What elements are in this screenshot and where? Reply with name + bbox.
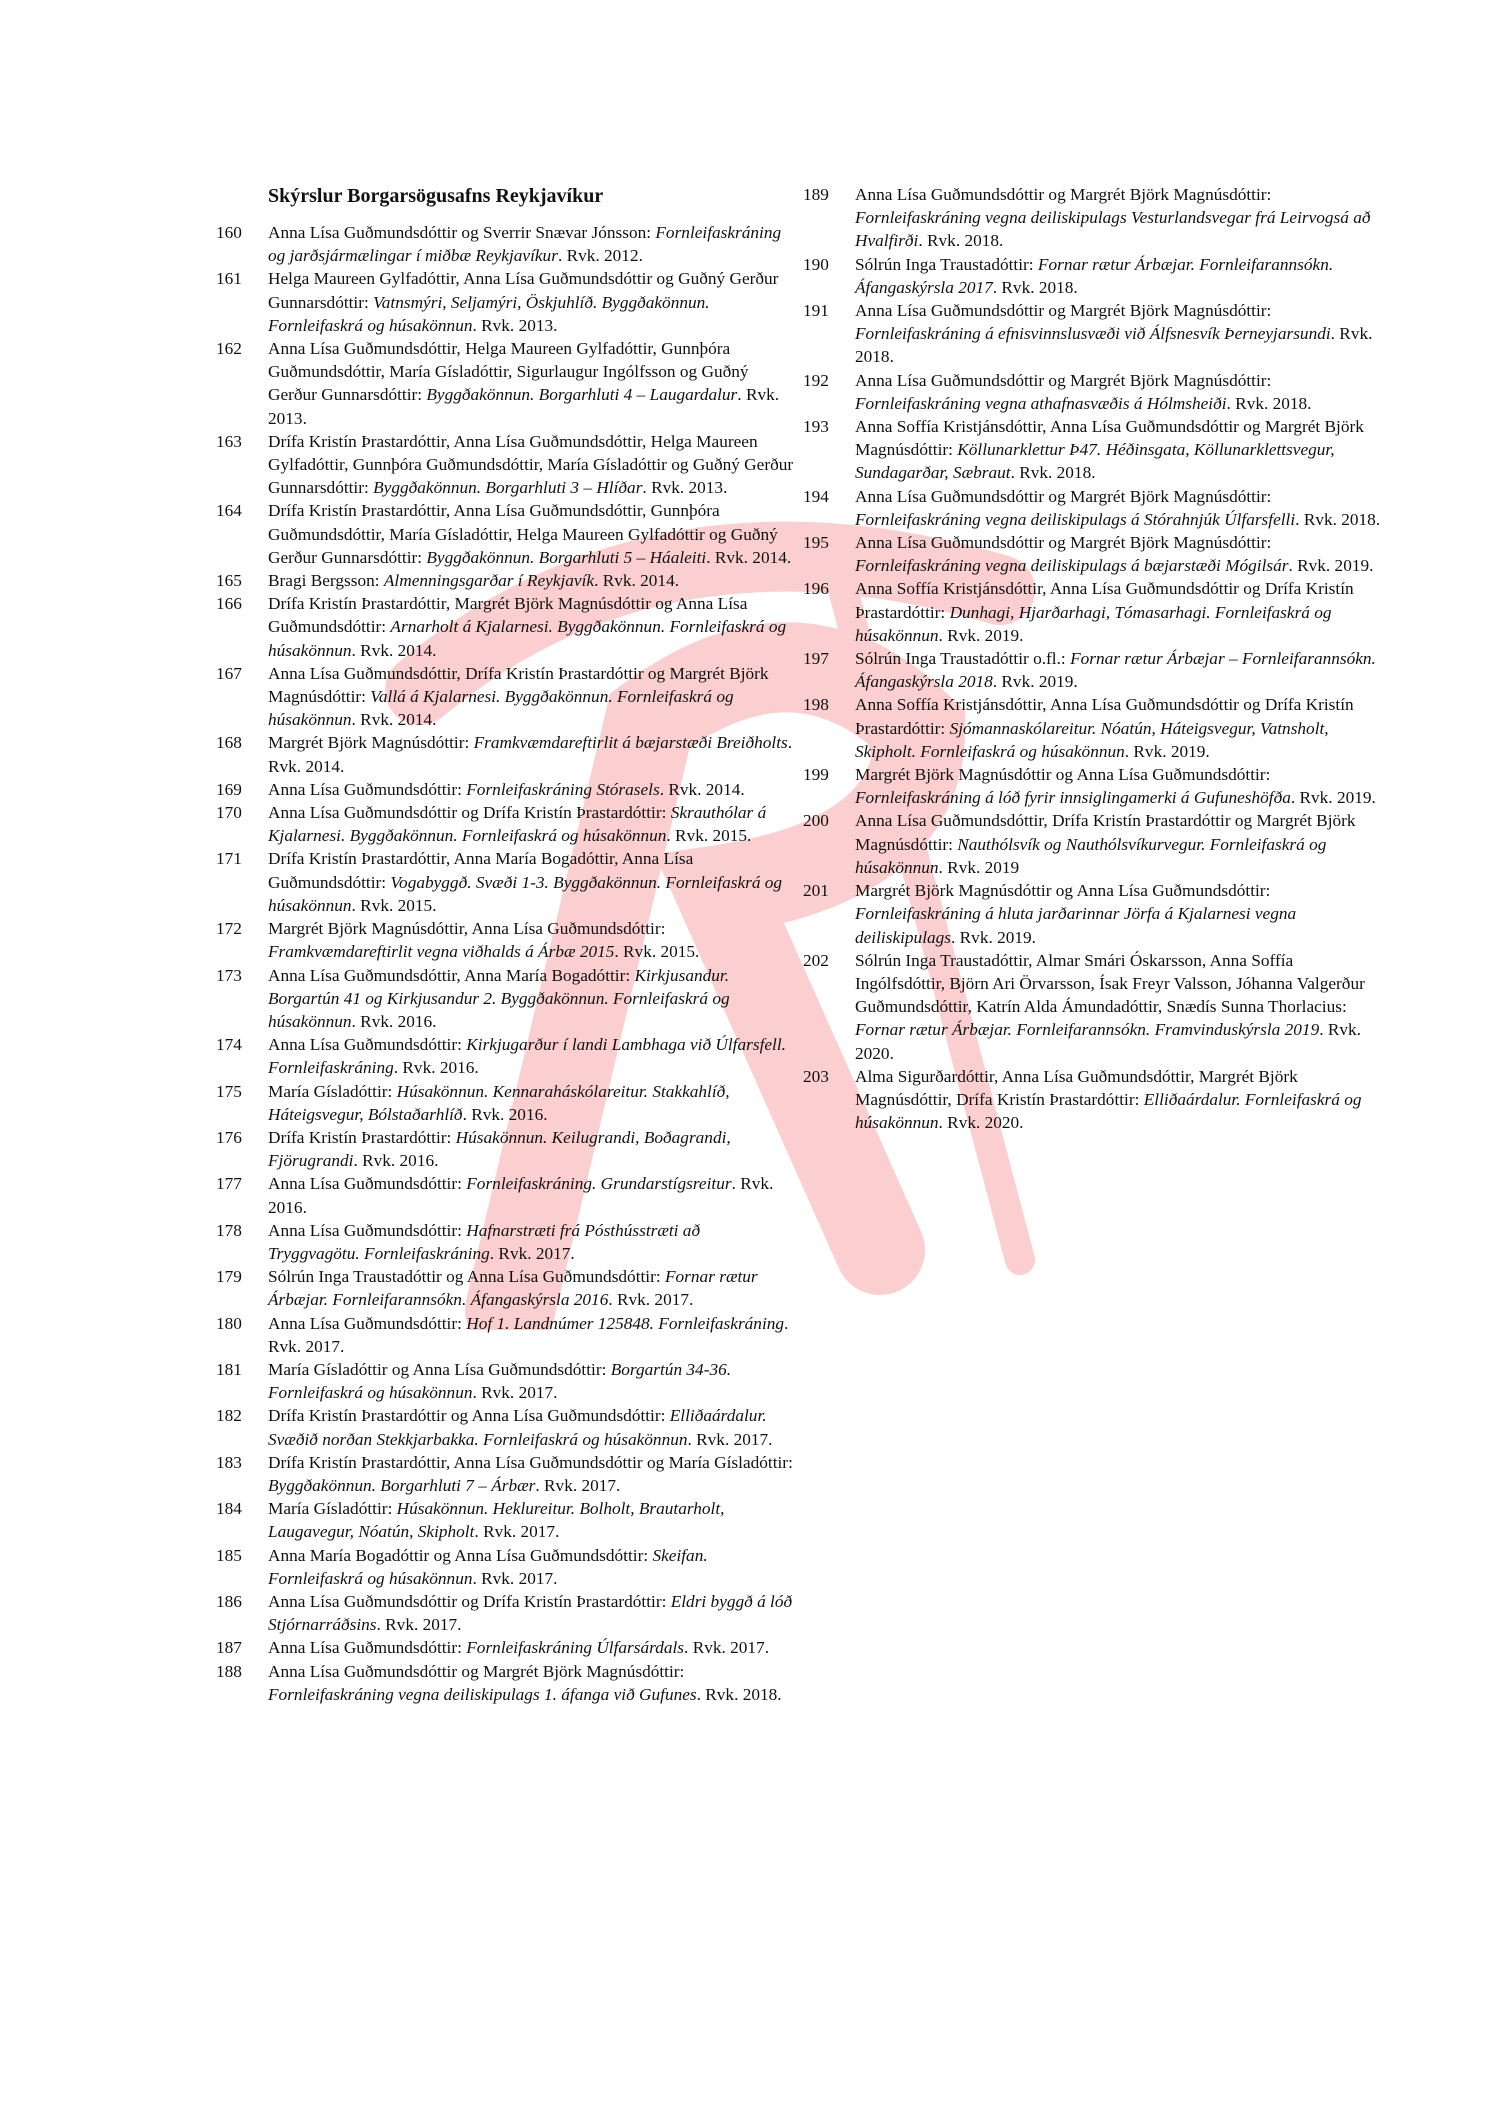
report-title: Húsakönnun. Keilugrandi, Boðagrandi, Fjörugrandi [268,1127,731,1171]
report-citation [268,1636,796,1659]
report-year: . Rvk. 2013. [472,315,558,335]
report-authors: Anna Soffía Kristjánsdóttir, Anna Lísa Guðmundsdóttir og Margrét Björk Magnúsdóttir: [855,417,1364,460]
report-authors: Drífa Kristín Þrastardóttir: [268,1127,456,1147]
report-citation [268,430,796,500]
report-title: Kirkjugarður í landi Lambhaga við Úlfarsfell. Fornleifaskráning [268,1035,786,1078]
report-title: Sjómannaskólareitur. Nóatún, Háteigsvegur, Vatnsholt, Skipholt. Fornleifaskrá og húsakönnun [855,718,1329,761]
list-item [216,1080,796,1126]
list-item [803,253,1383,299]
report-authors: Anna Soffía Kristjánsdóttir, Anna Lísa Guðmundsdóttir og Drífa Kristín Þrastardóttir: [855,579,1354,622]
report-title: Húsakönnun. Heklureitur. Bolholt, Brautarholt, Laugavegur, Nóatún, Skipholt [268,1499,725,1542]
report-authors: Anna Lísa Guðmundsdóttir, Anna María Bogadóttir: [268,965,635,985]
report-title: Fornar rætur Árbæjar – Fornleifarannsókn. Áfangaskýrsla 2018 [855,649,1376,692]
report-citation [268,1126,796,1172]
report-year: . Rvk. 2016. [462,1104,548,1124]
report-number: 166 [216,594,242,614]
report-year: . Rvk. 2013. [268,385,780,428]
report-authors: Anna Lísa Guðmundsdóttir: [268,1220,467,1240]
list-item [216,1265,796,1311]
list-item [216,337,796,430]
report-citation [855,183,1383,253]
list-item [803,809,1383,879]
report-citation [268,1219,796,1265]
report-authors: Sólrún Inga Traustadóttir: [855,254,1038,274]
report-authors: Alma Sigurðardóttir, Anna Lísa Guðmundsdóttir, Margrét Björk Magnúsdóttir, Drífa Kristín Þrastardóttir: [855,1066,1298,1109]
report-citation [268,778,796,801]
list-item [803,183,1383,253]
report-year: . Rvk. 2019. [938,625,1024,645]
report-number: 176 [216,1127,242,1147]
report-number: 163 [216,431,242,451]
report-citation [855,299,1383,369]
report-authors: Margrét Björk Magnúsdóttir, Anna Lísa Guðmundsdóttir: [268,919,666,939]
report-number: 183 [216,1452,242,1472]
report-title: Skrauthólar á Kjalarnesi. Byggðakönnun. Fornleifaskrá og húsakönnun [268,803,767,846]
list-item [803,369,1383,415]
report-citation [268,1265,796,1311]
report-authors: Anna Lísa Guðmundsdóttir og Drífa Kristín Þrastardóttir: [268,1591,671,1611]
report-authors: Anna Lísa Guðmundsdóttir, Drífa Kristín Þrastardóttir og Margrét Björk Magnúsdóttir: [855,811,1356,854]
report-authors: Drífa Kristín Þrastardóttir, Anna Lísa Guðmundsdóttir, Gunnþóra Guðmundsdóttir, María Gísladóttir, Helga Maureen Gylfadóttir og Guðný Gerður Gunnarsdóttir: [268,501,778,567]
report-authors: Margrét Björk Magnúsdóttir: [268,733,474,753]
list-item [803,299,1383,369]
report-title: Fornleifaskráning á lóð fyrir innsiglingamerki á Gufuneshöfða [855,788,1291,808]
report-authors: Anna Lísa Guðmundsdóttir, Helga Maureen Gylfadóttir, Gunnþóra Guðmundsdóttir, María Gísladóttir, Sigurlaugur Ingólfsson og Guðný Gerður Gunnarsdóttir: [268,339,749,405]
list-item [216,1358,796,1404]
report-title: Köllunarklettur Þ47. Héðinsgata, Köllunarklettsvegur, Sundagarðar, Sæbraut [855,440,1335,483]
list-item [216,221,796,267]
report-citation [855,949,1383,1065]
report-citation [855,577,1383,647]
report-title: Framkvæmdareftirlit vegna viðhalds á Árbæ 2015 [268,942,615,962]
report-year: . Rvk. 2012. [557,246,643,266]
report-authors: María Gísladóttir og Anna Lísa Guðmundsdóttir: [268,1359,611,1379]
report-title: Fornleifaskráning vegna athafnasvæðis á Hólmsheiði [855,393,1227,413]
report-citation [855,879,1383,949]
list-item [216,430,796,500]
report-number: 186 [216,1591,242,1611]
report-number: 193 [803,417,829,437]
report-number: 160 [216,223,242,242]
report-citation [268,267,796,337]
report-authors: Anna Soffía Kristjánsdóttir, Anna Lísa Guðmundsdóttir og Drífa Kristín Þrastardóttir: [855,695,1354,738]
report-title: Dunhagi, Hjarðarhagi, Tómasarhagi. Fornleifaskrá og húsakönnun [855,602,1332,645]
report-number: 182 [216,1406,242,1426]
report-citation [268,221,796,267]
report-number: 187 [216,1638,242,1658]
report-citation [268,847,796,917]
list-item [216,917,796,963]
report-year: . Rvk. 2015. [666,826,752,846]
list-item [803,949,1383,1065]
report-citation [268,964,796,1034]
report-authors: Anna María Bogadóttir og Anna Lísa Guðmundsdóttir: [268,1545,653,1565]
report-title: Vatnsmýri, Seljamýri, Öskjuhlíð. Byggðakönnun. Fornleifaskrá og húsakönnun [268,292,710,335]
report-citation [268,731,796,777]
report-title: Byggðakönnun. Borgarhluti 7 – Árbær [268,1475,536,1495]
report-year: . Rvk. 2018. [1010,463,1096,483]
report-authors: Margrét Björk Magnúsdóttir og Anna Lísa Guðmundsdóttir: [855,765,1271,785]
report-number: 180 [216,1313,242,1333]
report-number: 181 [216,1359,242,1379]
report-citation [855,415,1383,485]
list-item [803,879,1383,949]
report-number: 197 [803,649,829,669]
report-year: . Rvk. 2015. [351,895,437,915]
report-citation [268,1660,796,1706]
report-year: . Rvk. 2014. [659,779,745,799]
report-authors: Sólrún Inga Traustadóttir og Anna Lísa Guðmundsdóttir: [268,1267,665,1287]
list-item [216,569,796,592]
list-item [216,1636,796,1659]
report-number: 179 [216,1267,242,1287]
report-year: . Rvk. 2020. [938,1113,1024,1133]
report-authors: Drífa Kristín Þrastardóttir, Anna María Bogadóttir, Anna Lísa Guðmundsdóttir: [268,849,694,892]
report-title: Arnarholt á Kjalarnesi. Byggðakönnun. Fornleifaskrá og húsakönnun [268,617,787,660]
list-item [216,592,796,662]
report-year: . Rvk. 2017. [472,1568,558,1588]
list-item [216,499,796,569]
report-citation [268,1172,796,1218]
report-number: 201 [803,881,829,901]
report-year: . Rvk. 2017. [472,1383,558,1403]
report-title: Almenningsgarðar í Reykjavík [383,571,595,591]
report-year: . Rvk. 2020. [855,1020,1361,1063]
report-title: Fornleifaskráning á efnisvinnslusvæði við Álfsnesvík Þerneyjarsundi [855,324,1331,344]
report-year: . Rvk. 2018. [855,324,1373,367]
report-citation [268,1404,796,1450]
report-citation [855,485,1383,531]
report-title: Vallá á Kjalarnesi. Byggðakönnun. Fornleifaskrá og húsakönnun [268,687,734,730]
report-number: 173 [216,965,242,985]
report-title: Fornleifaskráning vegna deiliskipulags Vesturlandsvegar frá Leirvogsá að Hvalfirði [855,208,1371,251]
report-title: Fornleifaskráning á hluta jarðarinnar Jörfa á Kjalarnesi vegna deiliskipulags [855,904,1297,947]
report-year: . Rvk. 2014. [351,640,437,660]
report-title: Byggðakönnun. Borgarhluti 3 – Hlíðar [373,478,643,498]
report-year: . Rvk. 2013. [642,478,728,498]
report-title: Eldri byggð á lóð Stjórnarráðsins [268,1591,793,1635]
report-number: 202 [803,950,829,970]
report-title: Hof 1. Landnúmer 125848. Fornleifaskráning [466,1313,785,1333]
list-item [216,801,796,847]
report-year: . Rvk. 2019. [992,672,1078,692]
report-authors: Anna Lísa Guðmundsdóttir: [268,1638,467,1658]
list-item [803,485,1383,531]
report-year: . Rvk. 2018. [696,1684,782,1704]
report-citation [268,1033,796,1079]
list-item [216,1033,796,1079]
report-list-right [803,183,1383,1134]
report-year: . Rvk. 2016. [268,1174,774,1217]
report-authors: Anna Lísa Guðmundsdóttir og Margrét Björk Magnúsdóttir: [855,370,1272,390]
report-number: 199 [803,765,829,785]
list-item [216,1497,796,1543]
report-citation [855,647,1383,693]
report-number: 164 [216,501,242,521]
report-title: Fornleifaskráning Úlfarsárdals [466,1638,685,1658]
report-title: Byggðakönnun. Borgarhluti 4 – Laugardalur [426,385,738,405]
report-number: 178 [216,1220,242,1240]
report-number: 189 [803,185,829,204]
report-authors: Bragi Bergsson: [268,571,384,591]
list-item [216,1312,796,1358]
report-title: Hafnarstræti frá Pósthússtræti að Tryggvagötu. Fornleifaskráning [268,1220,701,1263]
report-number: 165 [216,571,242,591]
report-year: . Rvk. 2018. [1226,393,1312,413]
report-title: Fornleifaskráning vegna deiliskipulags á Stórahnjúk Úlfarsfelli [855,509,1296,529]
report-title: Fornleifaskráning vegna deiliskipulags 1. áfanga við Gufunes [268,1684,697,1704]
report-year: . Rvk. 2017. [268,1313,789,1356]
list-item [216,731,796,777]
report-year: . Rvk. 2019. [1124,741,1210,761]
report-year: . Rvk. 2019. [951,927,1036,947]
report-title: Húsakönnun. Kennaraháskólareitur. Stakkahlíð, Háteigsvegur, Bólstaðarhlíð [268,1081,730,1124]
report-title: Nauthólsvík og Nauthólsvíkurvegur. Fornleifaskrá og húsakönnun [855,834,1327,877]
report-citation [268,1312,796,1358]
report-title: Vogabyggð. Svæði 1-3. Byggðakönnun. Fornleifaskrá og húsakönnun [268,872,783,915]
report-title: Elliðaárdalur. Svæðið norðan Stekkjarbakka. Fornleifaskrá og húsakönnun [268,1406,767,1449]
report-number: 188 [216,1661,242,1681]
page-title: Skýrslur Borgarsögusafns Reykjavíkur [268,185,604,207]
report-year: . Rvk. 2017. [489,1243,575,1263]
report-citation [268,1080,796,1126]
report-year: . Rvk. 2018. [1295,509,1381,529]
report-authors: Drífa Kristín Þrastardóttir, Anna Lísa Guðmundsdóttir, Helga Maureen Gylfadóttir, Gunnþóra Guðmundsdóttir, María Gísladóttir og Guðný Gerður Gunnarsdóttir: [268,431,794,498]
report-number: 185 [216,1545,242,1565]
list-item [803,1065,1383,1135]
report-authors: Anna Lísa Guðmundsdóttir: [268,1174,467,1194]
report-authors: Drífa Kristín Þrastardóttir, Anna Lísa Guðmundsdóttir og María Gísladóttir: [268,1452,793,1472]
list-item [216,267,796,337]
report-title: Elliðaárdalur. Fornleifaskrá og húsakönnun [855,1089,1362,1133]
report-number: 174 [216,1035,242,1055]
report-year: . Rvk. 2017. [474,1522,560,1542]
report-authors: Anna Lísa Guðmundsdóttir og Margrét Björk Magnúsdóttir: [268,1661,685,1681]
report-title: Fornleifaskráning Stórasels [466,779,660,799]
report-number: 203 [803,1066,829,1086]
report-year: . Rvk. 2017. [376,1615,462,1635]
report-list-left [216,221,796,1706]
report-citation [268,1544,796,1590]
list-item [216,1451,796,1497]
list-item [216,1126,796,1172]
report-citation [268,1358,796,1404]
list-item [216,1660,796,1706]
report-year: . Rvk. 2019 [938,857,1020,877]
report-title: Borgartún 34-36. Fornleifaskrá og húsakönnun [268,1359,732,1403]
report-number: 200 [803,811,829,831]
report-authors: Anna Lísa Guðmundsdóttir, Drífa Kristín Þrastardóttir og Margrét Björk Magnúsdóttir: [268,663,769,707]
list-item [803,577,1383,647]
report-authors: Sólrún Inga Traustadóttir, Almar Smári Óskarsson, Anna Soffía Ingólfsdóttir, Björn Ari Örvarsson, Ísak Freyr Valsson, Jóhanna Valgerður Guðmundsdóttir, Katrín Alda Ámundadóttir, Snædís Sunna Thorlacius: [855,950,1365,1017]
report-number: 198 [803,695,829,715]
report-authors: Anna Lísa Guðmundsdóttir og Margrét Björk Magnúsdóttir: [855,301,1272,321]
list-item [216,1404,796,1450]
report-number: 175 [216,1081,242,1101]
report-number: 172 [216,919,242,939]
report-year: . Rvk. 2014. [351,710,437,730]
report-title: Fornleifaskráning vegna deiliskipulags á bæjarstæði Mógilsár [855,556,1289,576]
list-item [216,1172,796,1218]
list-item [216,778,796,801]
report-year: . Rvk. 2014. [706,547,792,567]
report-year: . Rvk. 2016. [393,1058,479,1078]
report-title: Fornar rætur Árbæjar. Fornleifarannsókn. Áfangaskýrsla 2017 [855,254,1334,297]
list-item [216,662,796,732]
report-authors: Sólrún Inga Traustadóttir o.fl.: [855,649,1071,669]
report-citation [855,1065,1383,1135]
report-year: . Rvk. 2018. [918,231,1004,251]
report-year: . Rvk. 2019. [1288,556,1374,576]
report-title: Skeifan. Fornleifaskrá og húsakönnun [268,1545,708,1588]
report-citation [855,369,1383,415]
report-title: Fornleifaskráning og jarðsjármælingar í miðbæ Reykjavíkur [268,223,782,266]
list-item [803,531,1383,577]
report-title: Fornleifaskráning. Grundarstígsreitur [466,1174,732,1194]
list-item [803,415,1383,485]
report-citation [268,1451,796,1497]
report-number: 191 [803,301,829,321]
list-item [803,763,1383,809]
report-year: . Rvk. 2019. [1290,788,1376,808]
report-citation [268,499,796,569]
report-authors: María Gísladóttir: [268,1081,397,1101]
report-number: 168 [216,733,242,753]
report-year: . Rvk. 2015. [614,942,700,962]
report-number: 177 [216,1174,242,1194]
report-authors: Anna Lísa Guðmundsdóttir: [268,1035,467,1055]
report-number: 184 [216,1499,242,1519]
list-item [216,1219,796,1265]
report-citation [268,592,796,662]
report-title: Kirkjusandur. Borgartún 41 og Kirkjusandur 2. Byggðakönnun. Fornleifaskrá og húsakönnun [268,965,730,1031]
report-number: 169 [216,779,242,799]
report-number: 162 [216,339,242,359]
list-item [803,693,1383,763]
report-year: . Rvk. 2018. [992,277,1078,297]
report-title: Fornar rætur Árbæjar. Fornleifarannsókn. Framvinduskýrsla 2019 [855,1020,1320,1040]
report-number: 170 [216,803,242,823]
report-year: . Rvk. 2017. [684,1638,770,1658]
report-title: Fornar rætur Árbæjar. Fornleifarannsókn. Áfangaskýrsla 2016 [268,1267,758,1310]
list-item [216,1590,796,1636]
list-item [216,1544,796,1590]
list-item [216,964,796,1034]
right-column [803,183,1383,1134]
list-item [216,847,796,917]
report-authors: Drífa Kristín Þrastardóttir og Anna Lísa Guðmundsdóttir: [268,1406,670,1426]
report-year: . Rvk. 2016. [353,1151,439,1171]
report-number: 192 [803,370,829,390]
report-citation [855,253,1383,299]
report-number: 195 [803,533,829,553]
report-citation [268,1590,796,1636]
report-number: 171 [216,849,242,869]
report-citation [268,337,796,430]
report-year: . Rvk. 2017. [608,1290,694,1310]
report-year: . Rvk. 2014. [594,571,680,591]
report-authors: Drífa Kristín Þrastardóttir, Margrét Björk Magnúsdóttir og Anna Lísa Guðmundsdóttir: [268,594,748,637]
report-citation [855,531,1383,577]
report-year: . Rvk. 2017. [687,1429,773,1449]
report-authors: Anna Lísa Guðmundsdóttir: [268,1313,467,1333]
report-number: 161 [216,269,242,289]
report-authors: Anna Lísa Guðmundsdóttir: [268,779,467,799]
report-year: . Rvk. 2016. [351,1011,437,1031]
report-citation [855,809,1383,879]
report-citation [855,693,1383,763]
report-year: . Rvk. 2014. [268,733,793,776]
list-item [803,647,1383,693]
report-citation [268,662,796,732]
report-number: 194 [803,486,829,506]
report-authors: Anna Lísa Guðmundsdóttir og Margrét Björk Magnúsdóttir: [855,486,1272,506]
report-authors: Anna Lísa Guðmundsdóttir og Margrét Björk Magnúsdóttir: [855,533,1272,553]
report-authors: Helga Maureen Gylfadóttir, Anna Lísa Guðmundsdóttir og Guðný Gerður Gunnarsdóttir: [268,269,779,312]
report-citation [268,1497,796,1543]
report-number: 196 [803,579,829,599]
report-citation [268,917,796,963]
report-title: Framkvæmdareftirlit á bæjarstæði Breiðholts [473,733,788,753]
report-title: Byggðakönnun. Borgarhluti 5 – Háaleiti [426,547,707,567]
report-authors: Anna Lísa Guðmundsdóttir og Sverrir Snævar Jónsson: [268,223,656,242]
report-citation [268,801,796,847]
report-citation [855,763,1383,809]
report-year: . Rvk. 2017. [535,1475,621,1495]
report-authors: Anna Lísa Guðmundsdóttir og Margrét Björk Magnúsdóttir: [855,185,1272,204]
report-number: 167 [216,663,242,683]
report-authors: María Gísladóttir: [268,1499,397,1519]
report-authors: Margrét Björk Magnúsdóttir og Anna Lísa Guðmundsdóttir: [855,881,1271,901]
report-authors: Anna Lísa Guðmundsdóttir og Drífa Kristín Þrastardóttir: [268,803,671,823]
report-number: 190 [803,254,829,274]
left-column [216,183,796,1706]
report-citation [268,569,796,592]
